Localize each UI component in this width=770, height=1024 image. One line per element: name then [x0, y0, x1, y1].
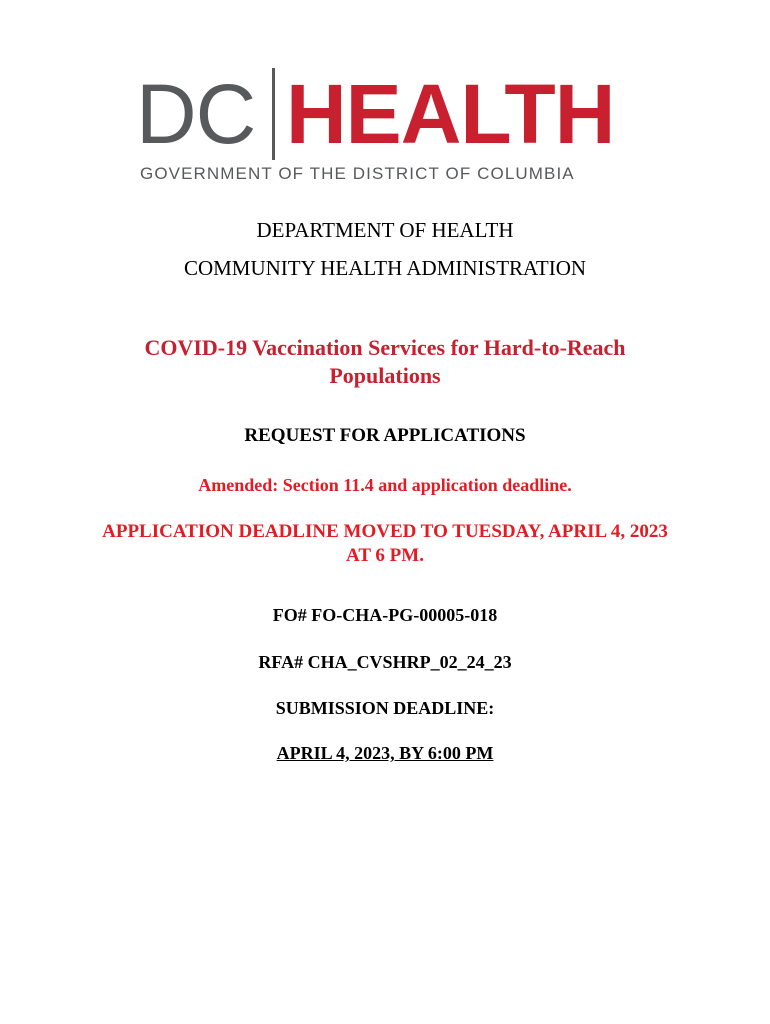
logo-subtitle: GOVERNMENT OF THE DISTRICT OF COLUMBIA	[140, 164, 575, 183]
request-heading: REQUEST FOR APPLICATIONS	[244, 425, 526, 446]
submission-heading: SUBMISSION DEADLINE:	[275, 698, 495, 718]
logo-divider	[272, 68, 275, 160]
deadline-notice: APPLICATION DEADLINE MOVED TO TUESDAY, APRIL 4, 2023 AT 6 PM.	[102, 521, 668, 566]
rfa-number: RFA# CHA_CVSHRP_02_24_23	[258, 652, 512, 672]
submission-date: APRIL 4, 2023, BY 6:00 PM	[276, 743, 494, 763]
administration-name: COMMUNITY HEALTH ADMINISTRATION	[183, 256, 587, 280]
logo-dc-text: DC	[136, 67, 256, 161]
dc-health-logo	[0, 62, 770, 192]
amended-notice: Amended: Section 11.4 and application deadline.	[198, 475, 572, 495]
logo-health-text: HEALTH	[286, 67, 615, 161]
fo-number: FO# FO-CHA-PG-00005-018	[272, 605, 498, 625]
department-name: DEPARTMENT OF HEALTH	[256, 218, 514, 242]
document-title: COVID-19 Vaccination Services for Hard-to-Reach Populations	[144, 335, 626, 388]
